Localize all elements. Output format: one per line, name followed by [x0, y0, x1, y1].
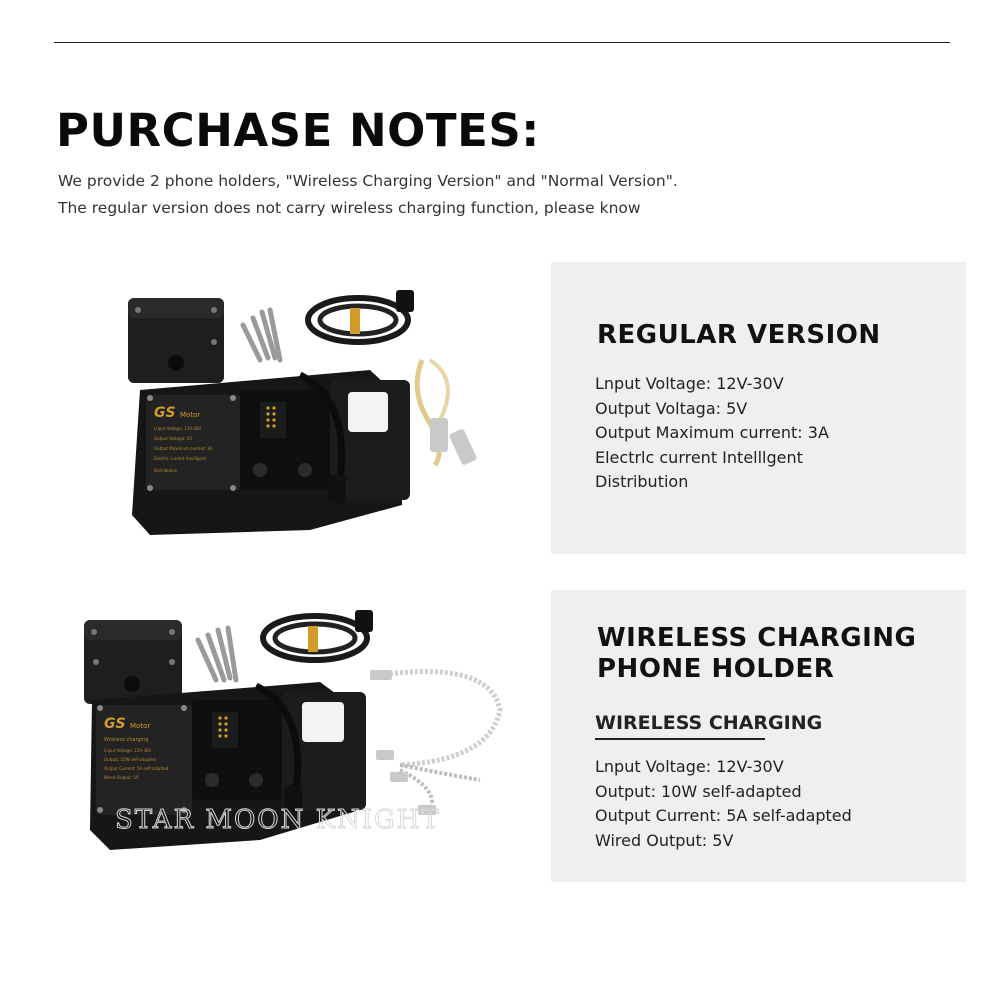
spec-line: Output: 10W self-adapted: [595, 781, 802, 801]
regular-version-heading: REGULAR VERSION: [597, 320, 881, 350]
spec-line: Output Maximum current: 3A: [595, 423, 829, 442]
spec-line: Distribution: [595, 472, 689, 491]
purchase-notes: [58, 168, 678, 222]
product-label-line: Lnput Voltage: 12V-30V: [104, 748, 152, 753]
product-label-line: Output: 10W self-adapted: [104, 757, 156, 762]
spec-line: Lnput Voltage: 12V-30V: [595, 374, 784, 393]
spec-line: Wired Output: 5V: [595, 830, 734, 850]
note-line-2: The regular version does not carry wireless charging function, please know: [58, 199, 641, 217]
product-brand-sub: Motor: [180, 411, 201, 419]
wireless-version-heading: WIRELESS CHARGING PHONE HOLDER: [597, 623, 917, 684]
product-label-title: Wireless charging: [104, 737, 149, 743]
note-line-1: We provide 2 phone holders, "Wireless Charging Version" and "Normal Version".: [58, 172, 678, 190]
wireless-version-panel: [551, 590, 966, 882]
wireless-subheading: WIRELESS CHARGING: [595, 712, 765, 740]
product-label-line: Electric current Intelligent: [154, 456, 206, 461]
spec-line: Output Voltaga: 5V: [595, 398, 748, 418]
product-label-line: Wired Output: 5V: [104, 775, 139, 780]
product-brand-sub: Motor: [130, 722, 151, 730]
spec-line: Electrlc current Intelllgent: [595, 447, 803, 467]
product-label-line: Lnput Voltage: 12V-30V: [154, 426, 202, 431]
page-title: PURCHASE NOTES:: [56, 104, 540, 157]
regular-version-product-image: [110, 280, 510, 550]
product-brand: GS: [154, 405, 176, 421]
regular-version-panel: [551, 262, 966, 554]
spec-line: Lnput Voltage: 12V-30V: [595, 757, 784, 776]
spec-line: Output Current: 5A self-adapted: [595, 806, 852, 825]
top-divider: [54, 42, 950, 43]
watermark: STAR MOON KNIGHT: [115, 805, 441, 835]
product-label-line: Distribution: [154, 468, 178, 473]
product-label-line: Output Current: 5A self-adapted: [104, 766, 169, 771]
product-label-line: Output Voltage: 5V: [154, 436, 193, 441]
wireless-version-product-image: [70, 600, 520, 870]
product-brand: GS: [104, 716, 126, 732]
regular-version-specs: [595, 372, 829, 495]
wireless-version-specs: [595, 755, 852, 853]
product-label-line: Output Maximum current: 3A: [154, 446, 213, 451]
